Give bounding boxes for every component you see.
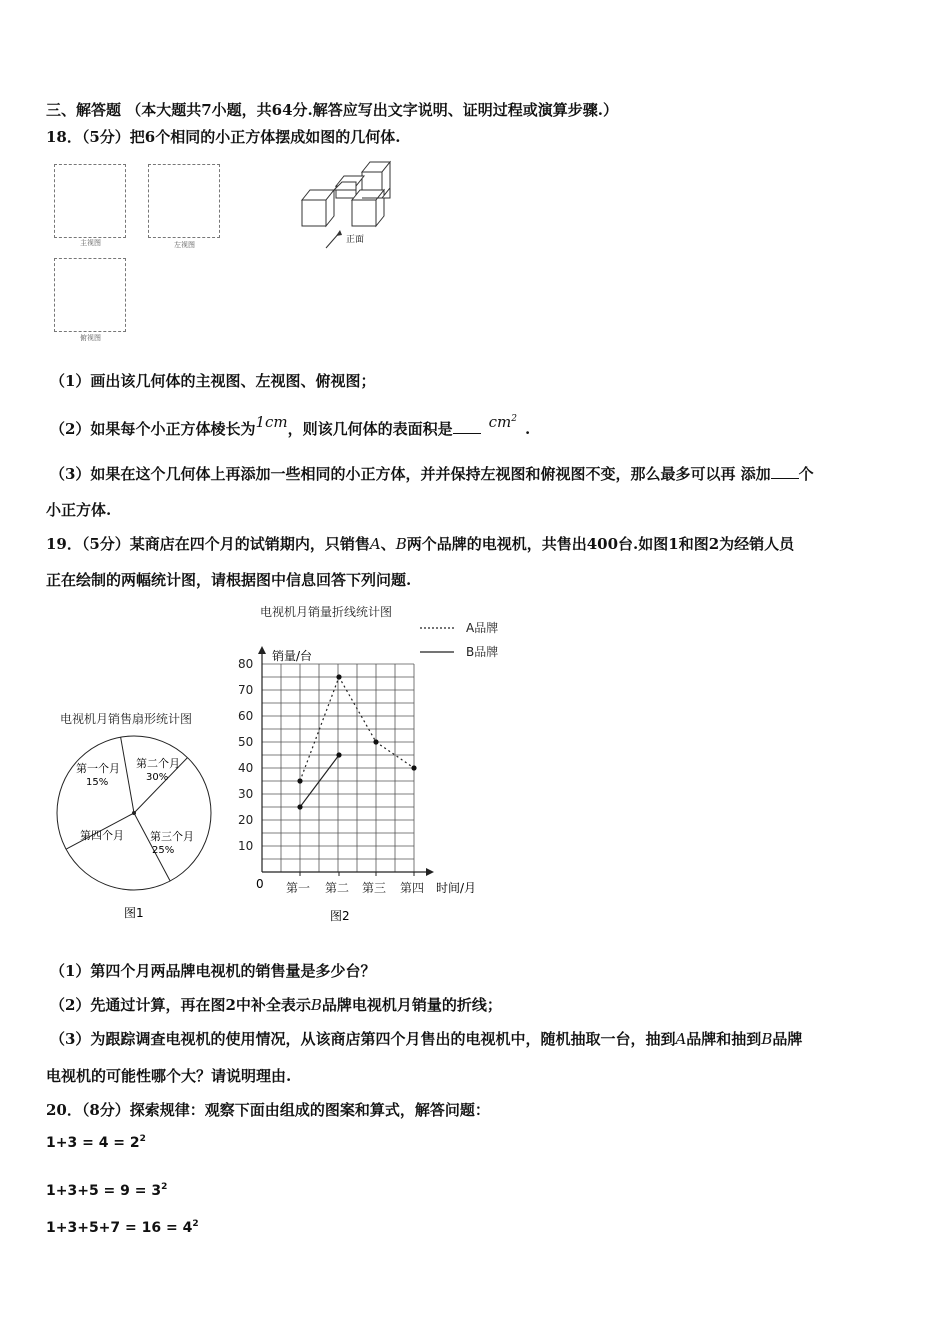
q19-part3-cont: 电视机的可能性哪个大？请说明理由. bbox=[46, 1067, 292, 1085]
cube-top bbox=[334, 182, 356, 190]
answer-blank-count[interactable] bbox=[771, 464, 799, 479]
q19-stem-line1 bbox=[46, 534, 794, 554]
series-1-segment bbox=[339, 677, 376, 742]
brand-b: B bbox=[310, 996, 322, 1014]
line-chart bbox=[228, 598, 518, 928]
brand-b: B bbox=[395, 535, 407, 553]
q18-part2-text-a: （2）如果每个小正方体棱长为 bbox=[50, 420, 256, 438]
q19-part1: （1）第四个月两品牌电视机的销售量是多少台？ bbox=[50, 962, 376, 980]
brand-a: A bbox=[675, 1030, 687, 1048]
pie-caption: 图1 bbox=[124, 906, 144, 920]
q19-sep: 、 bbox=[380, 535, 396, 553]
q19-stem-b: 两个品牌的电视机，共售出400台.如图1和图2为经销人员 bbox=[406, 535, 795, 553]
y-axis-arrow bbox=[258, 646, 266, 654]
q19-stem-a: 19．（5分）某商店在四个月的试销期内，只销售 bbox=[46, 535, 370, 553]
answer-blank-area[interactable] bbox=[453, 419, 481, 434]
legend-label-2: B品牌 bbox=[466, 645, 499, 659]
pie-label-m3: 第三个月 bbox=[150, 830, 194, 843]
y-tick-label: 50 bbox=[238, 735, 254, 749]
q18-part2 bbox=[50, 413, 531, 439]
q19-part2-b: 品牌电视机月销量的折线； bbox=[321, 996, 502, 1014]
x-tick-label: 第二 bbox=[325, 881, 350, 895]
q19-part3 bbox=[50, 1029, 802, 1049]
unit-cm: 1cm bbox=[255, 413, 288, 431]
y-tick-label: 60 bbox=[238, 709, 254, 723]
brand-b: B bbox=[761, 1030, 773, 1048]
x-axis-label: 时间/月 bbox=[436, 881, 477, 895]
q20-stem: 20．（8分）探索规律：观察下面由组成的图案和算式，解答问题： bbox=[46, 1101, 490, 1119]
origin-label: 0 bbox=[256, 877, 264, 891]
pie-label-m2: 第二个月 bbox=[136, 757, 180, 770]
line-caption: 图2 bbox=[330, 909, 350, 923]
pie-slice-boundary-1 bbox=[121, 737, 134, 813]
series-1-point bbox=[297, 778, 302, 783]
series-2-point bbox=[336, 752, 341, 757]
brand-a: A bbox=[369, 535, 381, 553]
q19-part3-b: 品牌和抽到 bbox=[686, 1030, 762, 1048]
cube-face bbox=[352, 200, 376, 226]
series-2-point bbox=[297, 804, 302, 809]
q19-part3-c: 品牌 bbox=[772, 1030, 803, 1048]
q18-part3-text-b: 个 bbox=[798, 465, 814, 483]
top-view-label: 俯视图 bbox=[80, 334, 101, 342]
series-1-point bbox=[373, 739, 378, 744]
y-tick-label: 40 bbox=[238, 761, 254, 775]
y-tick-label: 10 bbox=[238, 839, 254, 853]
q19-stem-line2: 正在绘制的两幅统计图，请根据图中信息回答下列问题. bbox=[46, 571, 412, 589]
formula-2: $1+3+5 = 9 = 3^2$ bbox=[46, 1182, 168, 1199]
front-view-box bbox=[54, 164, 126, 238]
line-title: 电视机月销量折线统计图 bbox=[260, 605, 393, 619]
q18-part3-cont: 小正方体. bbox=[46, 501, 112, 519]
q18-part3-text-a: （3）如果在这个几何体上再添加一些相同的小正方体，并并保持左视图和俯视图不变，那么最多可以再 添加 bbox=[50, 465, 771, 483]
y-tick-label: 70 bbox=[238, 683, 254, 697]
x-tick-label: 第一 bbox=[286, 881, 311, 895]
section-heading: 三、解答题 （本大题共7小题，共64分.解答应写出文字说明、证明过程或演算步骤.） bbox=[46, 101, 618, 119]
q19-part2 bbox=[50, 995, 502, 1015]
y-tick-label: 80 bbox=[238, 657, 254, 671]
front-view-label: 主视图 bbox=[80, 239, 101, 247]
y-tick-label: 30 bbox=[238, 787, 254, 801]
left-view-box bbox=[148, 164, 220, 238]
pie-pct-m3: 25% bbox=[152, 845, 175, 856]
q18-part2-end: . bbox=[525, 420, 531, 438]
top-view-box bbox=[54, 258, 126, 332]
q18-part2-text-b: ，则该几何体的表面积是 bbox=[287, 420, 453, 438]
pie-label-m1: 第一个月 bbox=[76, 762, 120, 775]
pie-chart bbox=[50, 705, 230, 930]
q18-part1: （1）画出该几何体的主视图、左视图、俯视图； bbox=[50, 372, 376, 390]
q18-part3 bbox=[50, 464, 814, 484]
formula-1: $1+3 = 4 = 2^2$ bbox=[46, 1134, 146, 1151]
x-tick-label: 第三 bbox=[362, 881, 387, 895]
q19-part2-a: （2）先通过计算，再在图2中补全表示 bbox=[50, 996, 311, 1014]
x-axis-arrow bbox=[426, 868, 434, 876]
y-tick-label: 20 bbox=[238, 813, 254, 827]
left-view-label: 左视图 bbox=[174, 241, 195, 249]
y-axis-label: 销量/台 bbox=[272, 649, 313, 663]
unit-cm2: $cm^2$ bbox=[488, 413, 517, 431]
pie-pct-m2: 30% bbox=[146, 772, 169, 783]
arrow-head bbox=[336, 230, 342, 236]
pie-title: 电视机月销售扇形统计图 bbox=[60, 712, 193, 726]
q19-part3-a: （3）为跟踪调查电视机的使用情况，从该商店第四个月售出的电视机中，随机抽取一台，抽到 bbox=[50, 1030, 676, 1048]
legend-label-1: A品牌 bbox=[466, 621, 499, 635]
series-1-point bbox=[411, 765, 416, 770]
x-tick-label: 第四 bbox=[400, 881, 425, 895]
series-1-point bbox=[336, 674, 341, 679]
pie-pct-m1: 15% bbox=[86, 777, 109, 788]
pie-label-m4: 第四个月 bbox=[80, 829, 124, 842]
cube-face bbox=[302, 200, 326, 226]
front-direction-label: 正面 bbox=[346, 235, 365, 245]
pie-center bbox=[132, 811, 136, 815]
q18-stem: 18．（5分）把6个相同的小正方体摆成如图的几何体. bbox=[46, 128, 401, 146]
formula-3: $1+3+5+7 = 16 = 4^2$ bbox=[46, 1219, 199, 1236]
